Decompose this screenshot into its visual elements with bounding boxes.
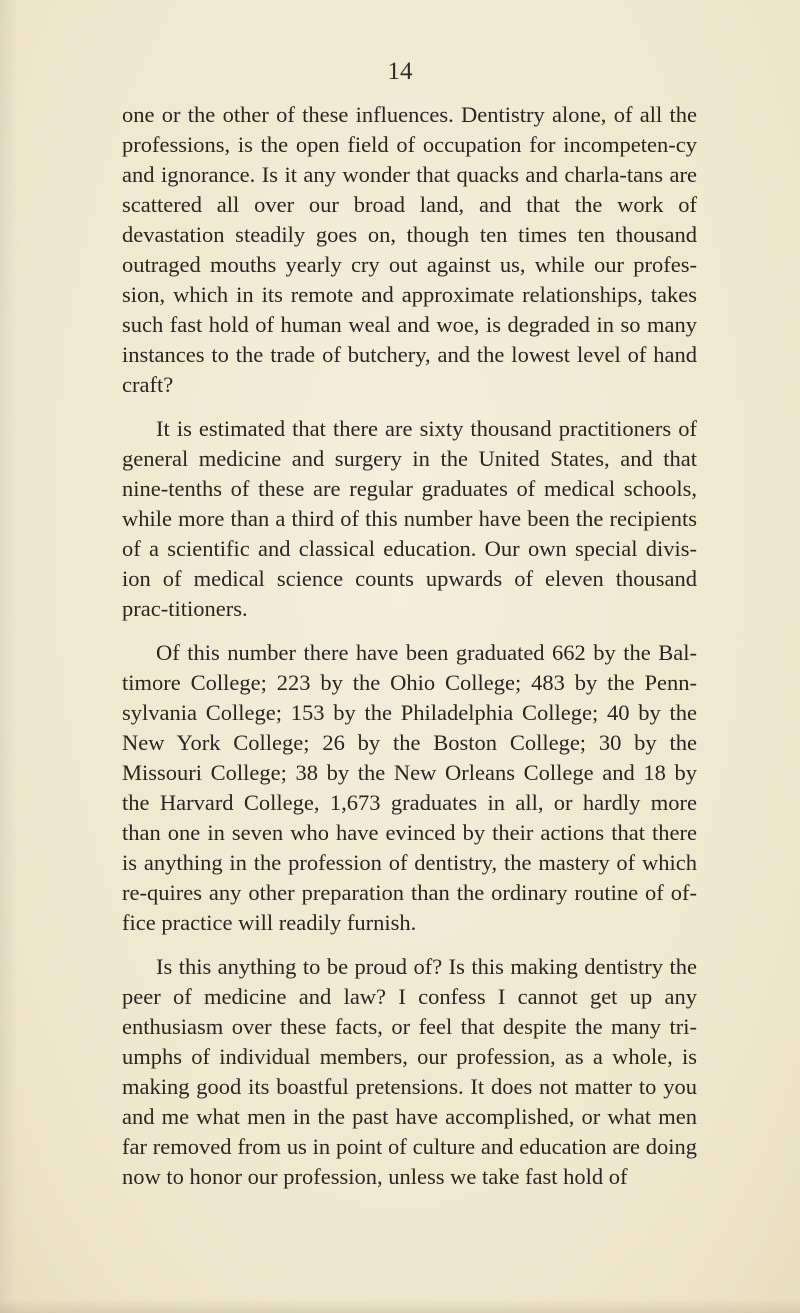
paragraph-1: one or the other of these influences. Dentistry alone, of all the professions, is the open field of occupation for incompeten-cy and ignorance. Is it any wonder that quacks and charla-tans are scattered all over our broad land, and that the work of devastation steadily goes on, though ten times ten thousand outraged mouths yearly cry out against us, while our profes-sion, which in its remote and approximate relationships, takes such fast hold of human weal and woe, is degraded in so many instances to the trade of butchery, and the lowest level of hand craft? bbox=[122, 102, 697, 397]
page-number: 14 bbox=[387, 58, 413, 85]
paragraph-3: Of this number there have been graduated 662 by the Bal-timore College; 223 by the Ohio College; 483 by the Penn-sylvania College; 153 by the Philadelphia College; 40 by the New York College; 26 by the Boston College; 30 by the Missouri College; 38 by the New Orleans College and 18 by the Harvard College, 1,673 graduates in all, or hardly more than one in seven who have evinced by their actions that there is anything in the profession of dentistry, the mastery of which re-quires any other preparation than the ordinary routine of of-fice practice will readily furnish. bbox=[122, 640, 697, 935]
paragraph-2: It is estimated that there are sixty thousand practitioners of general medicine and surgery in the United States, and that nine-tenths of these are regular graduates of medical schools, while more than a third of this number have been the recipients of a scientific and classical education. Our own special divis-ion of medical science counts upwards of eleven thousand prac-titioners. bbox=[122, 416, 697, 621]
paragraph-4: Is this anything to be proud of? Is this making dentistry the peer of medicine and law? I confess I cannot get up any enthusiasm over these facts, or feel that despite the many tri-umphs of individual members, our profession, as a whole, is making good its boastful pretensions. It does not matter to you and me what men in the past have accomplished, or what men far removed from us in point of culture and education are doing now to honor our profession, unless we take fast hold of bbox=[122, 954, 697, 1189]
page-edge-shadow bbox=[0, 1299, 800, 1313]
body-text bbox=[122, 100, 697, 1192]
